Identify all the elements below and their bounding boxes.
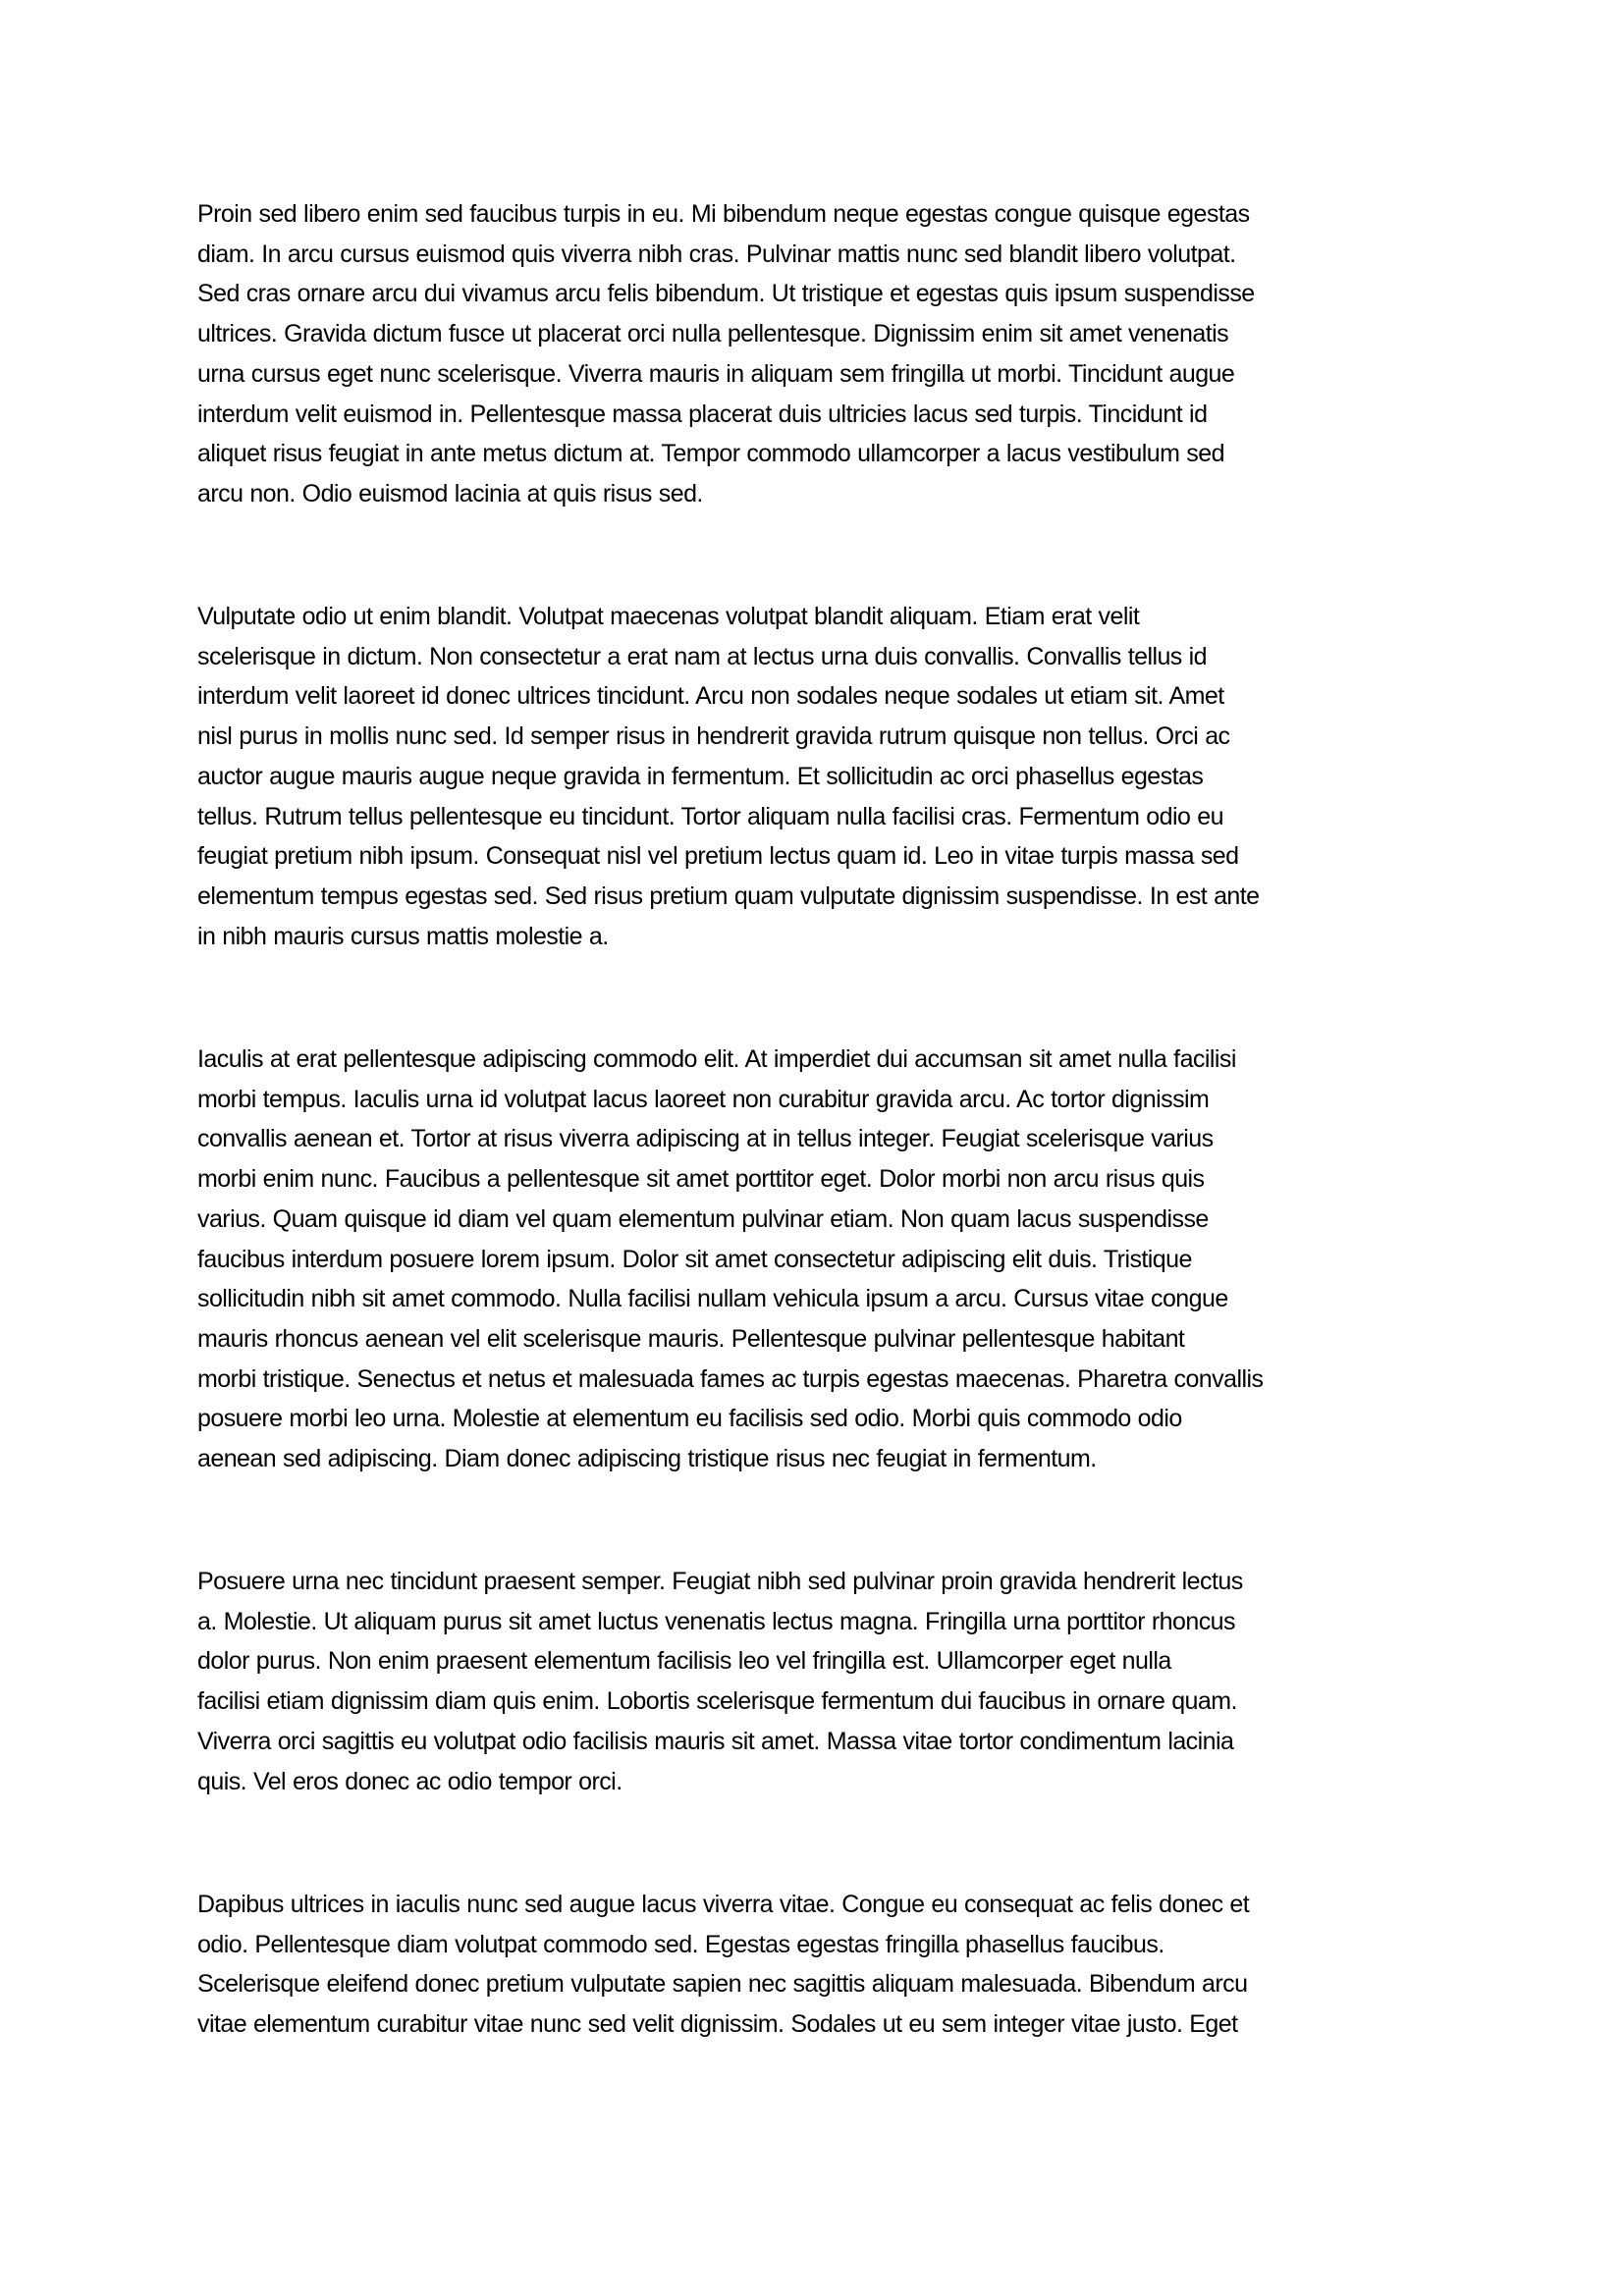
- paragraph-3: [197, 1040, 1474, 1479]
- text-line: faucibus interdum posuere lorem ipsum. Dolor sit amet consectetur adipiscing elit duis. Tristique: [197, 1245, 1192, 1273]
- paragraph-4: [197, 1562, 1474, 1801]
- text-line: in nibh mauris cursus mattis molestie a.: [197, 922, 609, 950]
- text-line: Proin sed libero enim sed faucibus turpis in eu. Mi bibendum neque egestas congue quisque egestas: [197, 200, 1250, 228]
- text-line: feugiat pretium nibh ipsum. Consequat nisl vel pretium lectus quam id. Leo in vitae turpis massa sed: [197, 842, 1239, 871]
- text-line: scelerisque in dictum. Non consectetur a erat nam at lectus urna duis convallis. Convallis tellus id: [197, 642, 1208, 670]
- text-line: urna cursus eget nunc scelerisque. Viverra mauris in aliquam sem fringilla ut morbi. Tincidunt augue: [197, 359, 1235, 388]
- text-line: Scelerisque eleifend donec pretium vulputate sapien nec sagittis aliquam malesuada. Bibendum arcu: [197, 1970, 1248, 1999]
- text-line: sollicitudin nibh sit amet commodo. Nulla facilisi nullam vehicula ipsum a arcu. Cursus vitae congue: [197, 1285, 1228, 1313]
- text-line: Dapibus ultrices in iaculis nunc sed augue lacus viverra vitae. Congue eu consequat ac felis donec et: [197, 1891, 1250, 1918]
- text-line: a. Molestie. Ut aliquam purus sit amet luctus venenatis lectus magna. Fringilla urna porttitor rhoncus: [197, 1607, 1235, 1635]
- text-line: varius. Quam quisque id diam vel quam elementum pulvinar etiam. Non quam lacus suspendisse: [197, 1204, 1209, 1233]
- text-line: vitae elementum curabitur vitae nunc sed velit dignissim. Sodales ut eu sem integer vitae justo. Eget: [197, 2010, 1238, 2039]
- text-line: arcu non. Odio euismod lacinia at quis risus sed.: [197, 479, 703, 507]
- paragraph-5: [197, 1885, 1474, 2045]
- text-line: odio. Pellentesque diam volutpat commodo sed. Egestas egestas fringilla phasellus faucibus.: [197, 1930, 1164, 1958]
- text-line: Posuere urna nec tincidunt praesent semper. Feugiat nibh sed pulvinar proin gravida hendrerit lectus: [197, 1568, 1243, 1595]
- text-line: Viverra orci sagittis eu volutpat odio facilisis mauris sit amet. Massa vitae tortor condimentum lacinia: [197, 1727, 1234, 1755]
- text-line: ultrices. Gravida dictum fusce ut placerat orci nulla pellentesque. Dignissim enim sit amet venenatis: [197, 320, 1229, 348]
- text-line: dolor purus. Non enim praesent elementum facilisis leo vel fringilla est. Ullamcorper eget nulla: [197, 1647, 1171, 1676]
- text-line: morbi enim nunc. Faucibus a pellentesque sit amet porttitor eget. Dolor morbi non arcu risus quis: [197, 1165, 1205, 1194]
- text-line: tellus. Rutrum tellus pellentesque eu tincidunt. Tortor aliquam nulla facilisi cras. Fermentum odio eu: [197, 802, 1223, 830]
- text-line: posuere morbi leo urna. Molestie at elementum eu facilisis sed odio. Morbi quis commodo odio: [197, 1405, 1182, 1433]
- paragraph-2: [197, 597, 1474, 956]
- text-line: auctor augue mauris augue neque gravida in fermentum. Et sollicitudin ac orci phasellus egestas: [197, 762, 1204, 790]
- text-line: convallis aenean et. Tortor at risus viverra adipiscing at in tellus integer. Feugiat scelerisque varius: [197, 1125, 1214, 1153]
- text-line: mauris rhoncus aenean vel elit scelerisque mauris. Pellentesque pulvinar pellentesque habitant: [197, 1324, 1185, 1353]
- text-line: aenean sed adipiscing. Diam donec adipiscing tristique risus nec feugiat in fermentum.: [197, 1445, 1097, 1473]
- text-line: facilisi etiam dignissim diam quis enim. Lobortis scelerisque fermentum dui faucibus in ornare quam.: [197, 1687, 1237, 1716]
- text-line: interdum velit laoreet id donec ultrices tincidunt. Arcu non sodales neque sodales ut etiam sit. Amet: [197, 682, 1224, 711]
- text-line: elementum tempus egestas sed. Sed risus pretium quam vulputate dignissim suspendisse. In est ante: [197, 881, 1260, 910]
- text-line: nisl purus in mollis nunc sed. Id semper risus in hendrerit gravida rutrum quisque non tellus. Orci ac: [197, 722, 1230, 751]
- text-line: Iaculis at erat pellentesque adipiscing commodo elit. At imperdiet dui accumsan sit amet nulla facilisi: [197, 1045, 1236, 1073]
- text-line: interdum velit euismod in. Pellentesque massa placerat duis ultricies lacus sed turpis. Tincidunt id: [197, 400, 1208, 428]
- text-line: Sed cras ornare arcu dui vivamus arcu felis bibendum. Ut tristique et egestas quis ipsum suspendisse: [197, 280, 1255, 308]
- text-line: Vulputate odio ut enim blandit. Volutpat maecenas volutpat blandit aliquam. Etiam erat velit: [197, 603, 1140, 630]
- text-line: morbi tristique. Senectus et netus et malesuada fames ac turpis egestas maecenas. Pharetra convallis: [197, 1364, 1264, 1393]
- text-line: diam. In arcu cursus euismod quis viverra nibh cras. Pulvinar mattis nunc sed blandit libero volutpat.: [197, 240, 1236, 268]
- text-line: aliquet risus feugiat in ante metus dictum at. Tempor commodo ullamcorper a lacus vestibulum sed: [197, 440, 1224, 468]
- text-line: quis. Vel eros donec ac odio tempor orci.: [197, 1767, 623, 1795]
- paragraph-1: [197, 194, 1474, 514]
- text-line: morbi tempus. Iaculis urna id volutpat lacus laoreet non curabitur gravida arcu. Ac tortor dignissim: [197, 1085, 1210, 1113]
